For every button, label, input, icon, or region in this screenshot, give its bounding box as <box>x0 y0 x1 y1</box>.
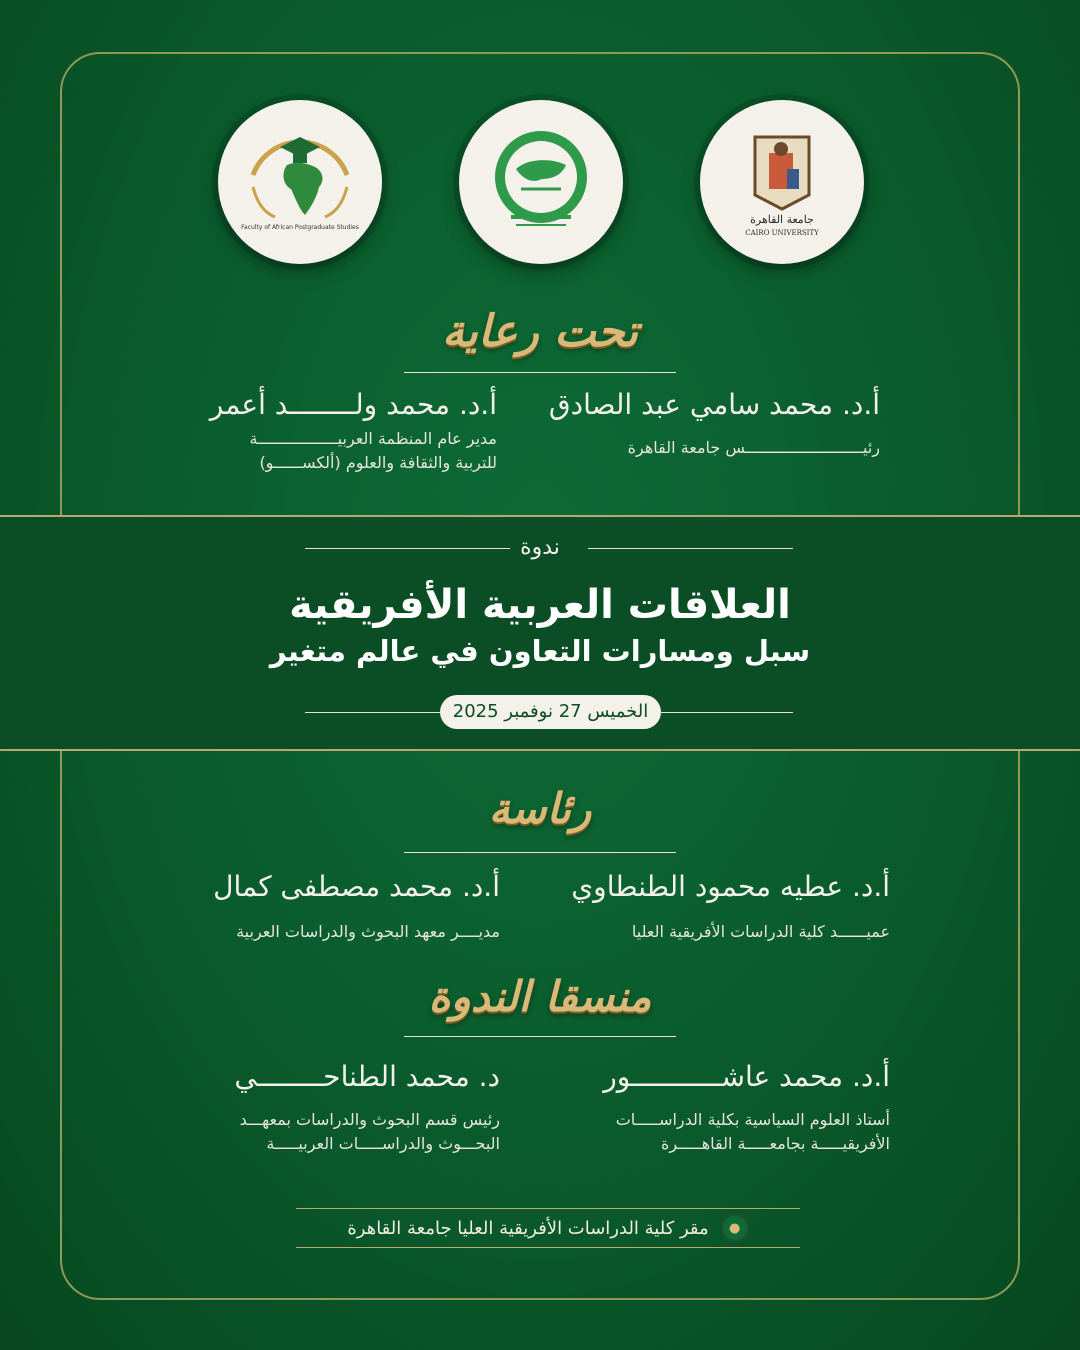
coordinator2-role <box>240 1108 500 1156</box>
patronage-rule <box>404 372 676 373</box>
patronage-person2-name: أ.د. محمد ولــــــــد أعمر <box>209 388 497 421</box>
patronage-person1-role: رئيـــــــــــــــــــــــــس جامعة القاهرة <box>627 438 880 457</box>
location-pin-icon: ● <box>721 1214 749 1242</box>
location-bar <box>296 1208 800 1248</box>
arab-institute-emblem <box>476 117 606 247</box>
coordinator1-role-line1: أستاذ العلوم السياسية بكلية الدراســـــات <box>615 1110 890 1129</box>
coordinator2-name: د. محمد الطناحــــــــي <box>234 1060 500 1093</box>
event-subtitle: سبل ومسارات التعاون في عالم متغير <box>269 634 811 668</box>
date-rule-right <box>661 712 793 713</box>
coordinator1-role <box>616 1108 890 1156</box>
coordinator1-role-line2: الأفريقيـــــة بجامعـــــة القاهـــــرة <box>661 1134 890 1153</box>
cairo-university-emblem <box>717 117 847 247</box>
chair-person1-role: عميــــــد كلية الدراسات الأفريقية العليا <box>631 922 890 941</box>
chair-person2-name: أ.د. محمد مصطفى كمال <box>213 870 500 903</box>
patronage-person2-role-line2: للتربية والثقافة والعلوم (ألكســــــو) <box>259 453 497 472</box>
patronage-heading: تحت رعاية <box>442 306 638 357</box>
african-studies-faculty-logo <box>218 100 382 264</box>
faculty-logo-caption: Faculty of African Postgraduate Studies <box>241 224 359 231</box>
coordinator2-role-line2: البحـــوث والدراســـــات العربيـــــة <box>266 1134 500 1153</box>
location-text: مقر كلية الدراسات الأفريقية العليا جامعة القاهرة <box>347 1217 709 1239</box>
patronage-person2-role <box>249 427 497 475</box>
arab-institute-logo <box>459 100 623 264</box>
chair-rule <box>404 852 676 853</box>
chair-person1-name: أ.د. عطيه محمود الطنطاوي <box>571 870 890 903</box>
date-rule-left <box>305 712 440 713</box>
coordinator1-name: أ.د. محمد عاشـــــــــــور <box>603 1060 890 1093</box>
chair-person2-role: مديــــر معهد البحوث والدراسات العربية <box>236 922 500 941</box>
event-label: ندوة <box>520 535 560 560</box>
african-studies-faculty-emblem <box>235 117 365 247</box>
cairo-logo-english: CAIRO UNIVERSITY <box>745 229 819 237</box>
event-date: الخميس 27 نوفمبر 2025 <box>440 695 661 729</box>
coordinator2-role-line1: رئيس قسم البحوث والدراسات بمعهـــد <box>239 1110 500 1129</box>
cairo-university-logo <box>700 100 864 264</box>
event-title: العلاقات العربية الأفريقية <box>289 582 791 628</box>
cairo-logo-arabic: جامعة القاهرة <box>750 213 814 226</box>
coordinators-rule <box>404 1036 676 1037</box>
coordinators-heading: منسقا الندوة <box>428 972 652 1021</box>
chair-heading: رئاسة <box>488 784 592 833</box>
patronage-person1-name: أ.د. محمد سامي عبد الصادق <box>548 388 880 421</box>
patronage-person2-role-line1: مدير عام المنظمة العربيـــــــــــــــــة <box>249 429 497 448</box>
